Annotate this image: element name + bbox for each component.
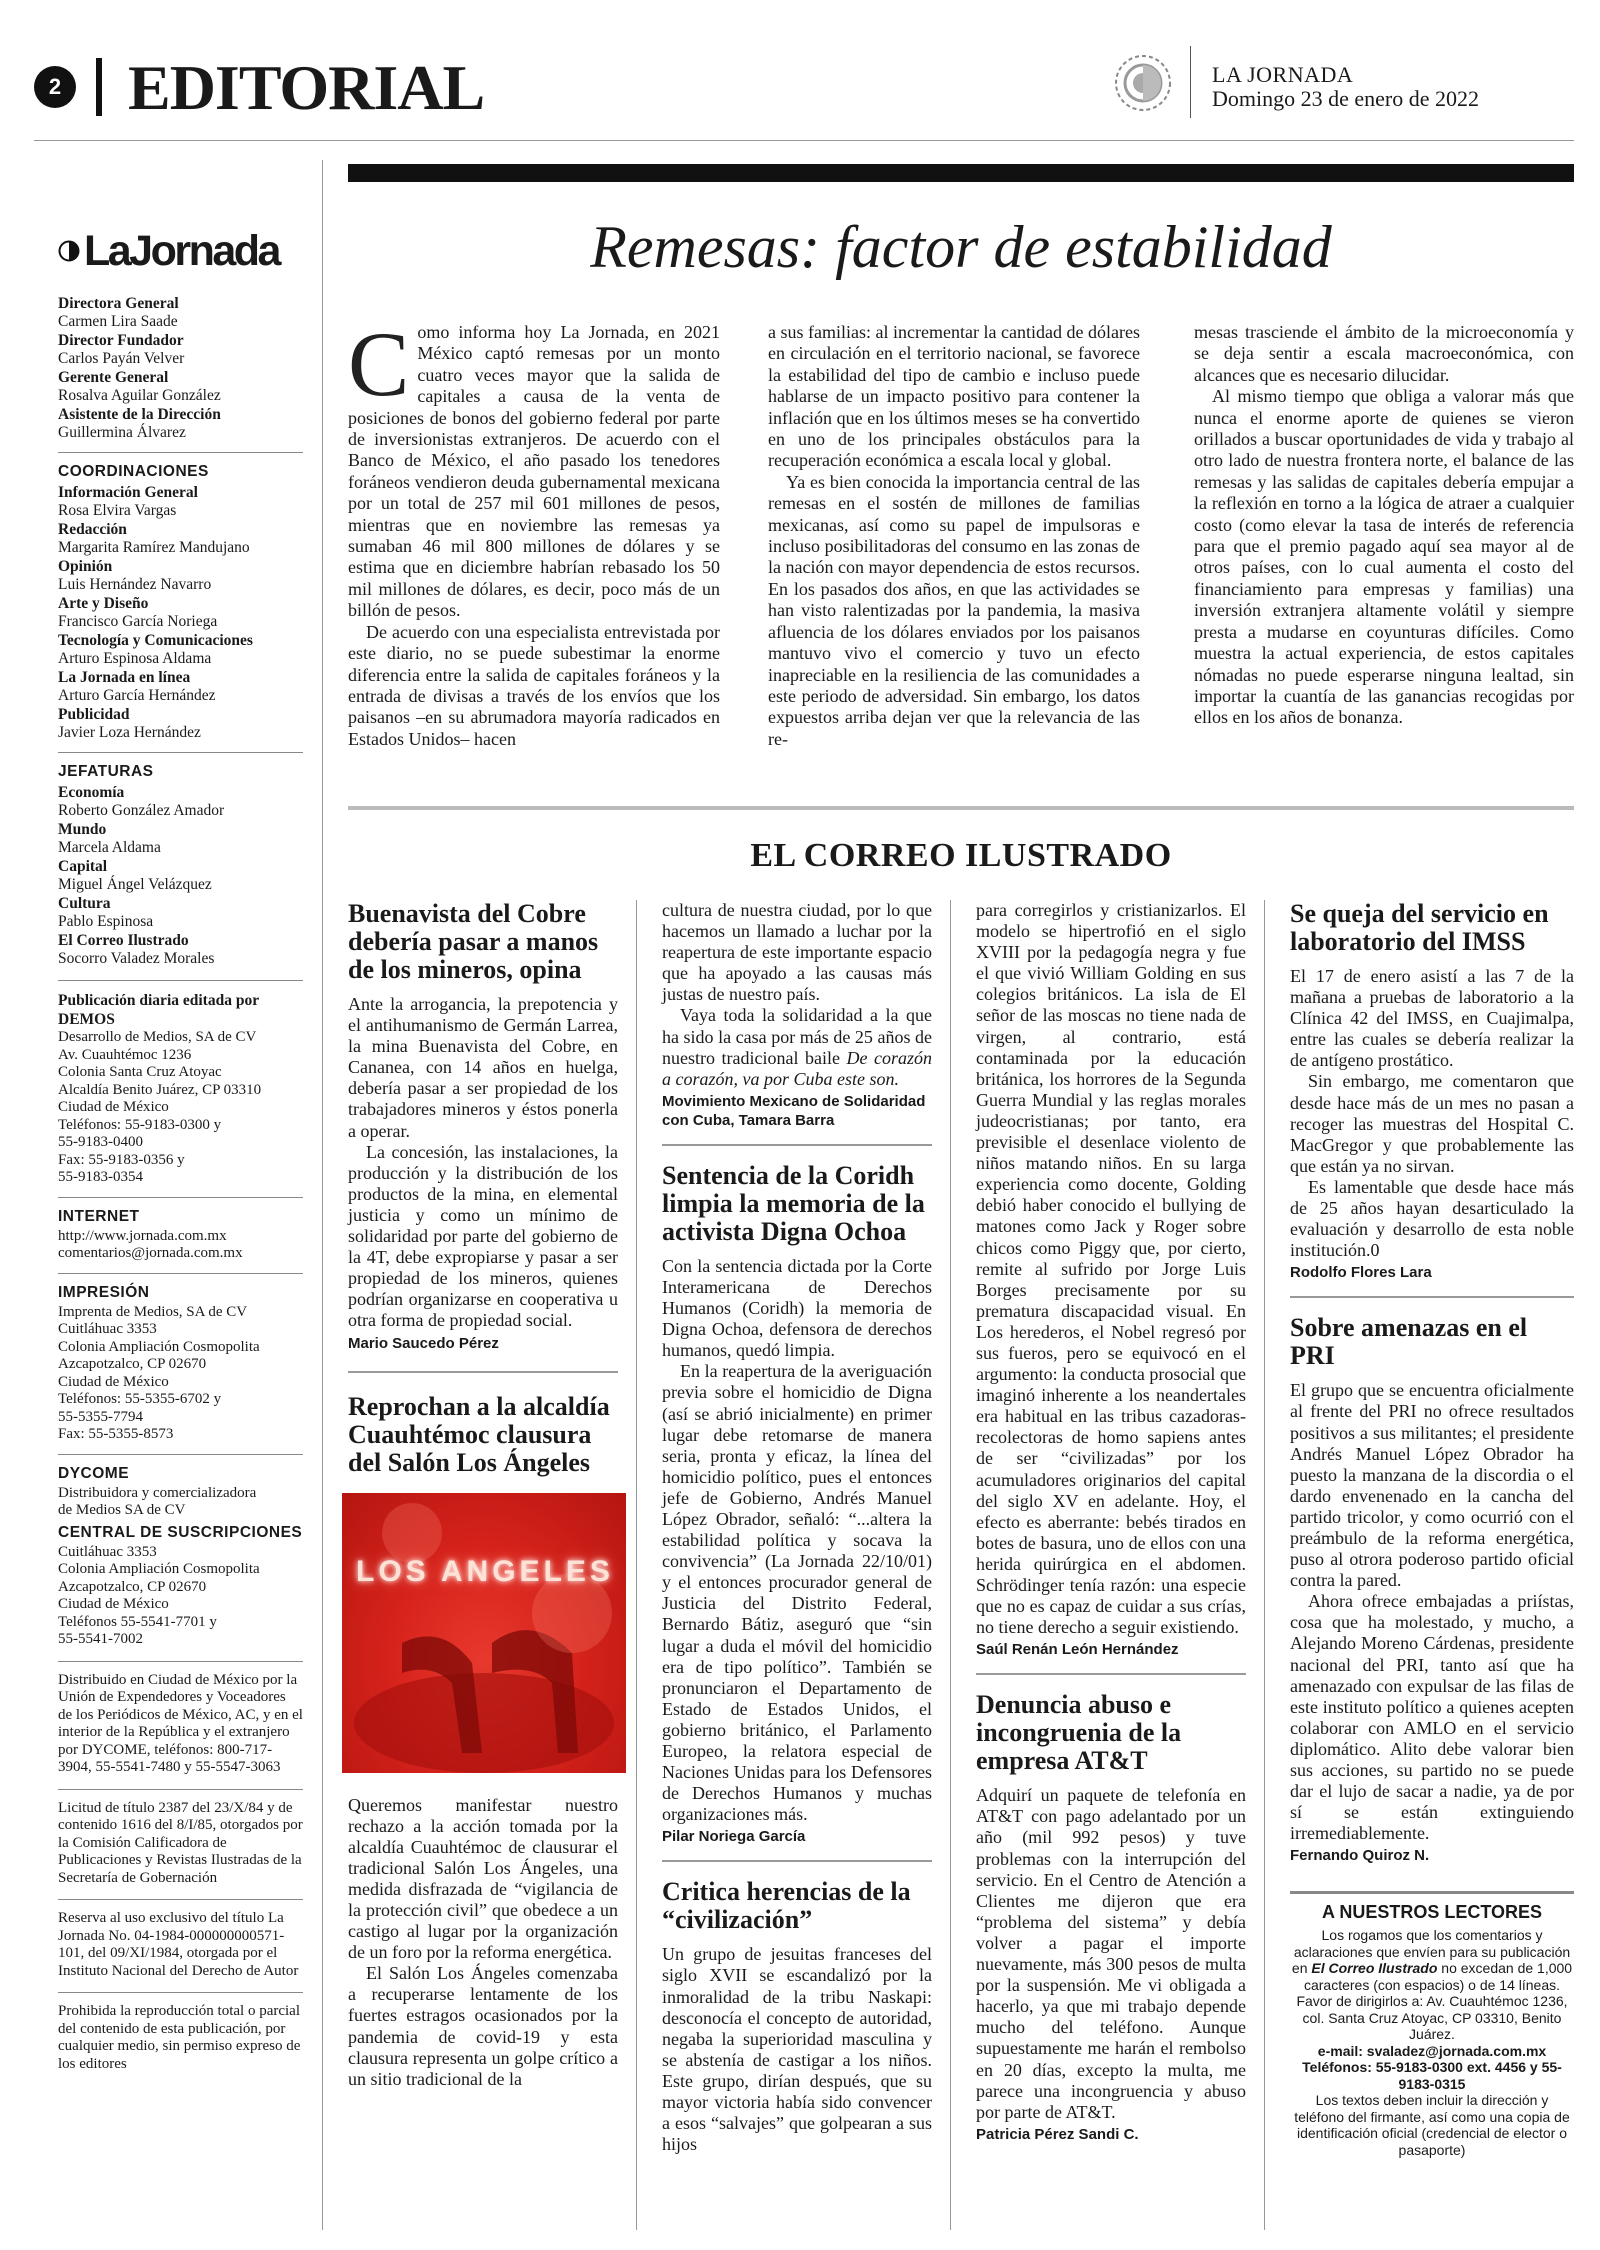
- masthead-line: Ciudad de México: [58, 1099, 169, 1115]
- staff-role: Información General: [58, 484, 198, 501]
- readers-notice: [1290, 1891, 1574, 2158]
- masthead-line[interactable]: comentarios@jornada.com.mx: [58, 1245, 243, 1261]
- masthead-line: Teléfonos: 55-5355-6702 y: [58, 1391, 222, 1407]
- masthead-divider: [58, 1789, 303, 1790]
- letter-title: Se queja del servicio en laboratorio del IMSS: [1290, 899, 1549, 956]
- masthead-line: 55-5541-7002: [58, 1631, 143, 1647]
- masthead-line[interactable]: http://www.jornada.com.mx: [58, 1227, 227, 1244]
- sun-logo-icon: [58, 240, 80, 262]
- staff-name: Pablo Espinosa: [58, 913, 154, 930]
- staff-name: Francisco García Noriega: [58, 613, 218, 630]
- staff-role: Publicidad: [58, 706, 130, 723]
- editorial-column-2: [768, 322, 1140, 750]
- masthead-line: Ciudad de México: [58, 1373, 169, 1390]
- masthead-line: Azcapotzalco, CP 02670: [58, 1356, 207, 1372]
- staff-name: Guillermina Álvarez: [58, 424, 186, 441]
- staff-name: Socorro Valadez Morales: [58, 950, 215, 967]
- correo-column-rule: [950, 900, 951, 2230]
- staff-name: Miguel Ángel Velázquez: [58, 876, 212, 893]
- staff-role: Asistente de la Dirección: [58, 406, 221, 423]
- staff-name: Arturo Espinosa Aldama: [58, 650, 212, 667]
- staff-name: Marcela Aldama: [58, 839, 161, 856]
- editorial-bottom-rule: [348, 806, 1574, 810]
- staff-role: Gerente General: [58, 369, 169, 386]
- letter-signature: Pilar Noriega García: [662, 1828, 806, 1846]
- letter-title: Buenavista del Cobre debería pasar a manos de los mineros, opina: [348, 899, 599, 984]
- licitud-text: Licitud de título 2387 del 23/X/84 y de contenido 1616 del 8/I/85, otorgados por la Comisión Calificadora de Publicaciones y Revistas Ilustradas de la Secretaría de Gobernación: [58, 1799, 303, 1886]
- masthead-line: Teléfonos 55-5541-7701 y: [58, 1613, 217, 1630]
- letter-att: [976, 1691, 1246, 2144]
- dycome-heading: DYCOME: [58, 1454, 303, 1485]
- page-number: 2: [34, 66, 76, 108]
- impresion-address: [58, 1304, 303, 1444]
- letter-signature: Mario Saucedo Pérez: [348, 1334, 499, 1352]
- suscripciones-address: [58, 1544, 303, 1649]
- photo-sign-text: LOS ANGELES: [356, 1554, 614, 1588]
- staff-name: Javier Loza Hernández: [58, 724, 201, 741]
- staff-name: Luis Hernández Navarro: [58, 576, 212, 593]
- letter-separator: [662, 1860, 932, 1862]
- staff-role: Capital: [58, 858, 108, 875]
- masthead-divider: [58, 1992, 303, 1993]
- readers-notice-requirements: Los textos deben incluir la dirección y teléfono del firmante, así como una copia de identificación oficial (credencial de elector o pasaporte): [1294, 2092, 1570, 2158]
- correo-column-rule: [1264, 900, 1265, 2230]
- masthead-divider: [58, 1661, 303, 1662]
- letter-title: Denuncia abuso e incongruenia de la empresa AT&T: [976, 1690, 1182, 1776]
- staff-name: Rosa Elvira Vargas: [58, 502, 177, 519]
- correo-section-title: EL CORREO ILUSTRADO: [750, 837, 1172, 874]
- masthead-line: Cuitláhuac 3353: [58, 1321, 157, 1337]
- letter-title: Reprochan a la alcaldía Cuauhtémoc clausura del Salón Los Ángeles: [348, 1391, 610, 1477]
- letter-paragraph: Con la sentencia dictada por la Corte Interamericana de Derechos Humanos (Coridh) la memoria de Digna Ochoa, defensora de derechos humanos, quedó limpia.: [662, 1255, 932, 1361]
- staff-name: Rosalva Aguilar González: [58, 387, 221, 404]
- header-divider-bar: [96, 58, 102, 116]
- staff-role: Cultura: [58, 895, 111, 912]
- section-title: EDITORIAL: [128, 52, 485, 123]
- internet-heading: INTERNET: [58, 1197, 303, 1228]
- letter-title: Sentencia de la Coridh limpia la memoria de la activista Digna Ochoa: [662, 1160, 925, 1246]
- editorial-paragraph: mesas trasciende el ámbito de la microeconomía y se deja sentir a escala macroeconómica, con alcances que es necesario dilucidar.: [1194, 322, 1574, 385]
- letter-italic-text: De corazón a corazón, va por Cuba este son.: [662, 1047, 932, 1089]
- letter-paragraph: El Salón Los Ángeles comenzaba a recuperarse lentamente de los fuertes estragos ocasionados por la pandemia de covid-19 y esta clausura representa un golpe crítico a un sitio tradicional de la: [348, 1963, 618, 2089]
- letter-title: Sobre amenazas en el PRI: [1290, 1313, 1528, 1371]
- publicacion-address: [58, 1029, 303, 1187]
- letter-paragraph: Ante la arrogancia, la prepotencia y el antihumanismo de Germán Larrea, la mina Buenavista del Cobre, en Cananea, con 14 años en huelga, debería pasar a ser propiedad de los trabajadores mineros y éstos ponerla a operar.: [348, 994, 618, 1141]
- staff-name: Carlos Payán Velver: [58, 350, 185, 367]
- masthead-divider: [58, 980, 303, 981]
- letter-signature: Fernando Quiroz N.: [1290, 1847, 1430, 1865]
- masthead-line: Distribuidora y comercializadora: [58, 1484, 257, 1501]
- sun-icon: [1112, 52, 1174, 114]
- masthead-line: Colonia Ampliación Cosmopolita: [58, 1561, 260, 1577]
- masthead-line: Imprenta de Medios, SA de CV: [58, 1303, 248, 1320]
- masthead-wordmark: LaJornada: [84, 227, 279, 275]
- correo-column-1: [348, 900, 618, 2090]
- staff-role: Mundo: [58, 821, 107, 838]
- letter-paragraph: Queremos manifestar nuestro rechazo a la acción tomada por la alcaldía Cuauhtémoc de clausurar el tradicional Salón Los Ángeles, una medida disfrazada de “vigilancia de la protección civil” que obedece a un castigo al lugar por la organización de un foro por la reforma energética.: [348, 1794, 618, 1963]
- staff-name: Arturo García Hernández: [58, 687, 216, 704]
- readers-notice-phones: Teléfonos: 55-9183-0300 ext. 4456 y 55-9183-0315: [1302, 2059, 1562, 2092]
- letter-coridh: [662, 1162, 932, 1847]
- readers-notice-title: A NUESTROS LECTORES: [1321, 1902, 1543, 1923]
- masthead-line: de Medios SA de CV: [58, 1502, 186, 1518]
- readers-notice-email[interactable]: e-mail: svaladez@jornada.com.mx: [1317, 2042, 1547, 2059]
- letter-pri: [1290, 1314, 1574, 1865]
- editorial-paragraph: Al mismo tiempo que obliga a valorar más que nunca el enorme aporte de quienes se vieron orillados a buscar oportunidades de vida y trabajo al otro lado de nuestra frontera norte, el balance de las remesas y las salidas de capitales debería empujar a la reflexión en torno a la lógica de atraer a cualquier costo (como elevar la tasa de interés de referencia para que el premio pagado aquí sea mayor al de otros países, con lo cual aumenta el costo del financiamiento para empresas y familias) una inversión extranjera altamente volátil y siempre presta a mudarse en coyunturas difíciles. Como muestra la actual experiencia, de estos capitales nómadas no puede esperarse ninguna lealtad, sin importar la cuantía de las ganancias recogidas por ellos en los años de bonanza.: [1194, 386, 1574, 728]
- masthead-column: [58, 160, 303, 2230]
- masthead-line: Desarrollo de Medios, SA de CV: [58, 1029, 257, 1045]
- letter-paragraph: cultura de nuestra ciudad, por lo que hacemos un llamado a luchar por la reapertura de este importante espacio que ha apoyado a las causas más justas de nuestro país.: [662, 900, 932, 1005]
- editorial-column-3: [1194, 322, 1574, 729]
- coordinaciones-heading: COORDINACIONES: [58, 452, 303, 483]
- letter-paragraph: Sin embargo, me comentaron que desde hace más de un mes no pasan a recoger las muestras del Hospital C. MacGregor y que probablemente las que están ya no sirvan.: [1290, 1071, 1574, 1176]
- jefaturas-list: [58, 783, 303, 968]
- masthead-logo: [58, 228, 303, 274]
- editorial-paragraph: a sus familias: al incrementar la cantidad de dólares en circulación en el territorio nacional, se favorece la estabilidad del tipo de cambio e incluso puede hablarse de un impacto positivo para contener la inflación que en los últimos meses se ha convertido en uno de los principales obstáculos para la recuperación económica a escala local y global.: [768, 322, 1140, 471]
- distribucion-text: Distribuido en Ciudad de México por la Unión de Expendedores y Voceadores de los Periódicos de México, AC, y en el interior de la República y el extranjero por DYCOME, teléfonos: 800-717-3904, 55-5541-7480 y 55-5547-3063: [58, 1671, 303, 1775]
- editorial-paragraph: Ya es bien conocida la importancia central de las remesas en el sostén de millones de familias mexicanas, así como su papel de impulsoras e incluso posibilitadoras del consumo en las zonas de la nación con mayor dependencia de estos recursos. En los pasados dos años, en que las actividades se han visto ralentizadas por la pandemia, la masiva afluencia de los dólares enviados por los paisanos mantuvo vivo el comercio y tuvo un efecto inapreciable en la resiliencia de las comunidades a este periodo de adversidad. Sin embargo, los datos expuestos arriba dejan ver que la relevancia de las re-: [768, 471, 1140, 749]
- editorial-text: omo informa hoy La Jornada, en 2021 México captó remesas por un monto cuatro veces mayor que la salida de capitales a causa de la venta de posiciones de bonos del gobierno federal por parte de inversionistas extranjeros. De acuerdo con el Banco de México, el año pasado los tenedores foráneos vendieron deuda gubernamental mexicana por un total de 257 mil 601 millones de pesos, mientras que en noviembre las remesas ya sumaban 46 mil 800 millones de dólares y se estima que en diciembre habrían rebasado los 50 mil millones de dólares, es decir, poco más de un billón de pesos.: [348, 322, 720, 621]
- correo-column-2: [662, 900, 932, 2155]
- letter-paragraph: La concesión, las instalaciones, la producción y la distribución de los productos de la mina, en elemental justicia y como un mínimo de solidaridad por parte del gobierno de la 4T, debe expropiarse y pasar a ser propiedad de los mineros, quienes podrían organizarse en cooperativa u otra forma de propiedad social.: [348, 1141, 618, 1331]
- editorial-column-1: [348, 313, 720, 750]
- letter-paragraph: Un grupo de jesuitas franceses del siglo XVII se escandalizó por la inmoralidad de la tribu Naskapi: desconocía el concepto de autoridad, negaba la superioridad masculina y se abstenía de castigar a los niños. Este grupo, dirían después, que su mayor victoria había sido convencer a esos “salvajes” que golpearan a sus hijos: [662, 1944, 932, 2155]
- staff-name: Margarita Ramírez Mandujano: [58, 539, 250, 556]
- staff-role: Directora General: [58, 295, 179, 312]
- letter-cobre: [348, 900, 618, 1353]
- jefaturas-heading: JEFATURAS: [58, 752, 303, 783]
- staff-name: Carmen Lira Saade: [58, 313, 178, 330]
- letter-paragraph: [662, 1005, 932, 1089]
- letter-paragraph: El 17 de enero asistí a las 7 de la mañana a pruebas de laboratorio a la Clínica 42 del IMSS, en Cuajimalpa, entre las cuales se debería realizar la de antígeno prostático.: [1290, 966, 1574, 1071]
- staff-name: Roberto González Amador: [58, 802, 225, 819]
- staff-role: El Correo Ilustrado: [58, 932, 189, 949]
- letter-separator: [348, 1371, 618, 1373]
- staff-role: Economía: [58, 784, 125, 801]
- letter-signature: Movimiento Mexicano de Solidaridad con Cuba, Tamara Barra: [662, 1092, 926, 1129]
- masthead-divider: [58, 1899, 303, 1900]
- letter-text: Vaya toda la solidaridad a la que ha sido la casa por más de 25 años de nuestro tradicional baile: [662, 1005, 932, 1068]
- staff-role: Opinión: [58, 558, 113, 575]
- correo-column-4: [1290, 900, 1574, 2158]
- masthead-line: 55-9183-0354: [58, 1169, 143, 1185]
- publication-date: Domingo 23 de enero de 2022: [1212, 86, 1479, 111]
- correo-column-3: [976, 900, 1246, 2144]
- masthead-line: 55-5355-7794: [58, 1408, 143, 1425]
- masthead-line: Teléfonos: 55-9183-0300 y: [58, 1116, 222, 1133]
- internet-links: [58, 1228, 303, 1263]
- letter-paragraph: para corregirlos y cristianizarlos. El modelo se hipertrofió en el siglo XVIII por la pedagogía negra y fue el que vivió William Golding en sus colegios británicos. La isla de El señor de las moscas no tiene nada de virgen, al contrario, está contaminada por la educación británica, los horrores de la Segunda Guerra Mundial y las reglas morales judeocristianas; por tanto, era previsible el desenlace violento de niños matando niños. En su larga experiencia como docente, Golding debió haber conocido el bullying de matones como Jack y Roger sobre chicos como Piggy que, por cierto, remite al sufrido por Jorge Luis Borges precisamente por su prematura discapacidad visual. En Los herederos, el Nobel regresó por sus fueros, pero se equivocó en el argumento: la conducta prosocial que imaginó inherente a los neandertales era habitual en las tribus cazadoras-recolectoras de homo sapiens antes de ser “civilizadas” por los acumuladores originarios del capital del siglo XV en adelante. Hoy, el efecto es aberrante: bebés tirados en botes de basura, uno de ellos con una herida quirúrgica en el abdomen. Schrödinger tenía razón: una especie que no es capaz de cuidar a sus crías, no tiene derecho a seguir existiendo.: [976, 900, 1246, 1638]
- publication-name: LA JORNADA: [1212, 62, 1354, 87]
- editorial-top-bar: [348, 164, 1574, 182]
- photo-graphic: [342, 1493, 626, 1773]
- editorial-paragraph: [348, 313, 720, 622]
- masthead-line: Colonia Santa Cruz Atoyac: [58, 1064, 222, 1080]
- masthead-line: Azcapotzalco, CP 02670: [58, 1578, 207, 1595]
- dycome-text: [58, 1485, 303, 1520]
- letter-signature: Patricia Pérez Sandi C.: [976, 2125, 1139, 2143]
- masthead-line: Fax: 55-5355-8573: [58, 1426, 174, 1442]
- letter-signature: Saúl Renán León Hernández: [976, 1641, 1179, 1659]
- staff-role: La Jornada en línea: [58, 669, 191, 686]
- masthead-vertical-rule: [322, 160, 323, 2230]
- reserva-text: Reserva al uso exclusivo del título La Jornada No. 04-1984-000000000571-101, del 09/XI/1984, otorgada por el Instituto Nacional del Derecho de Autor: [58, 1910, 299, 1979]
- letter-paragraph: Adquirí un paquete de telefonía en AT&T con pago adelantado por un año (mil 992 pesos) y tuve problemas con la interrupción del servicio. En el Centro de Atención a Clientes me dijeron que era “problema del sistema” y debía volver a pagar el importe nuevamente, más 300 pesos de multa por la suspensión. Me vi obligada a hacerlo, ya que mi trabajo depende mucho del teléfono. Aunque supuestamente me harán el rembolso en 20 días, excepto la multa, me parece una incongruencia y abuso por parte de AT&T.: [976, 1785, 1246, 2122]
- letter-paragraph: Es lamentable que desde hace más de 25 años hayan desarticulado la evaluación y desarrollo de esta noble institución.0: [1290, 1176, 1574, 1261]
- impresion-heading: IMPRESIÓN: [58, 1273, 303, 1304]
- letter-separator: [1290, 1296, 1574, 1298]
- letter-imss: [1290, 900, 1574, 1282]
- letter-separator: [976, 1673, 1246, 1675]
- letter-separator: [662, 1144, 932, 1146]
- prohibida-text: Prohibida la reproducción total o parcial del contenido de esta publicación, por cualquier medio, sin permiso expreso de los editores: [58, 2003, 301, 2072]
- suscripciones-heading: CENTRAL DE SUSCRIPCIONES: [58, 1523, 303, 1541]
- masthead-line: Alcaldía Benito Juárez, CP 03310: [58, 1081, 262, 1098]
- masthead-line: 55-9183-0400: [58, 1134, 143, 1150]
- coordinaciones-list: [58, 483, 303, 742]
- masthead-line: Fax: 55-9183-0356 y: [58, 1151, 185, 1168]
- staff-role: Arte y Diseño: [58, 595, 149, 612]
- publicacion-heading: Publicación diaria editada por DEMOS: [58, 992, 259, 1028]
- staff-role: Director Fundador: [58, 332, 184, 349]
- letter-paragraph: El grupo que se encuentra oficialmente al frente del PRI no ofrece resultados positivos a sus militantes; el presidente Andrés Manuel López Obrador ha puesto la manzana de la discordia o el dardo envenenado en la cancha del partido tricolor, y como ocurrió con el preámbulo de la reforma energética, puso al otrora poderoso partido oficial contra la pared.: [1290, 1380, 1574, 1591]
- masthead-line: Colonia Ampliación Cosmopolita: [58, 1338, 260, 1355]
- staff-role: Redacción: [58, 521, 127, 538]
- editorial-paragraph: De acuerdo con una especialista entrevistada por este diario, no se puede subestimar la enorme diferencia entre la salida de capitales foráneos y la entrada de divisas a través de los envíos que los paisanos –en su abrumadora mayoría radicados en Estados Unidos– hacen: [348, 621, 720, 749]
- staff-list: [58, 294, 303, 442]
- staff-role: Tecnología y Comunicaciones: [58, 632, 253, 649]
- letter-civilizacion: [662, 1878, 932, 2155]
- letter-signature: Rodolfo Flores Lara: [1290, 1264, 1432, 1282]
- letter-salon: [348, 1393, 618, 2090]
- masthead-line: Av. Cuauhtémoc 1236: [58, 1046, 192, 1063]
- letter-title: Critica herencias de la “civilización”: [662, 1877, 911, 1935]
- letter-paragraph: Ahora ofrece embajadas a priístas, cosa que ha molestado, y mucho, a Alejando Moreno Cárdenas, presidente nacional del PRI, tanto así que ha amenazado con expulsar de las filas de este instituto político a quienes acepten colaborar con AMLO en el servicio diplomático. Alito debe valorar bien sus acciones, su partido no se puede dar el lujo de sacar a nadie, ya de por sí se están extinguiendo irremediablemente.: [1290, 1591, 1574, 1844]
- correo-column-rule: [636, 900, 637, 2230]
- readers-notice-text: Los rogamos que los comentarios y aclaraciones que envíen para su publicación en El Correo Ilustrado no excedan de 1,000 caracteres (con espacios) o de 14 líneas. Favor de dirigirlos a: Av. Cuauhtémoc 1236, col. Santa Cruz Atoyac, CP 03310, Benito Juárez.: [1291, 1927, 1573, 2043]
- masthead-line: Cuitláhuac 3353: [58, 1543, 157, 1560]
- editorial-title: Remesas: factor de estabilidad: [590, 214, 1332, 280]
- drop-cap: C: [348, 313, 410, 415]
- letter-paragraph: En la reapertura de la averiguación previa sobre el homicidio de Digna (así se abrió inicialmente) en primer lugar debe retomarse de manera seria, pronta y eficaz, la línea del homicidio político, pues el entonces jefe de Gobierno, Andrés Manuel López Obrador, señaló: “...altera la estabilidad política y socava la convivencia” (La Jornada 22/10/01) y el entonces procurador general de Justicia del Distrito Federal, Bernardo Bátiz, aseguró que “sin lugar a duda el móvil del homicidio era de tipo político”. También se pronunciaron el Departamento de Estado de Estados Unidos, el gobierno británico, el Parlamento Europeo, la relatora especial de Naciones Unidas para los Defensores de Derechos Humanos y muchas organizaciones más.: [662, 1361, 932, 1825]
- header-rule: [34, 140, 1574, 141]
- header-separator: [1190, 46, 1191, 118]
- salon-los-angeles-photo: [342, 1493, 626, 1773]
- masthead-line: Ciudad de México: [58, 1596, 169, 1612]
